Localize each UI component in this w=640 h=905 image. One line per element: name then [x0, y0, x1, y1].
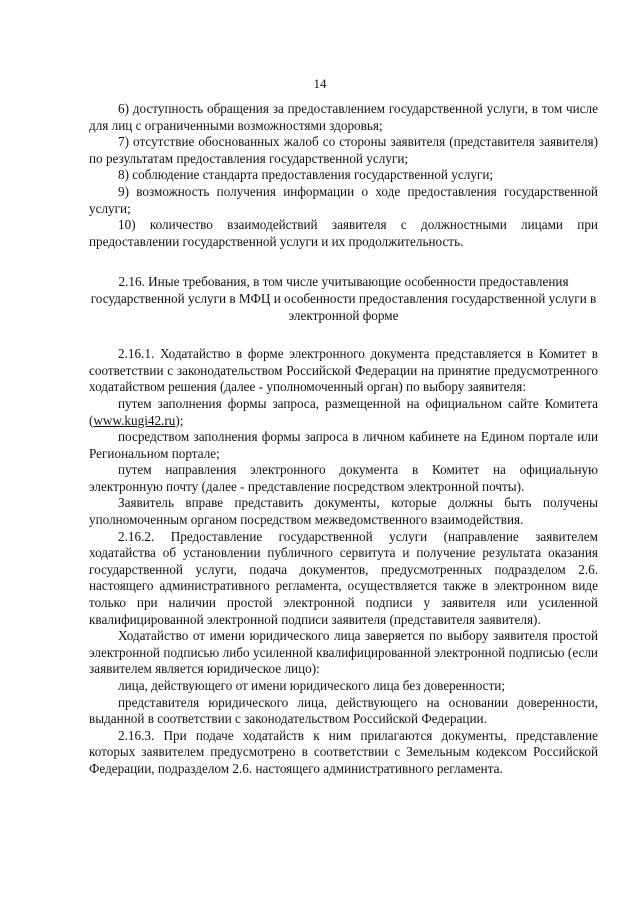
paragraph-2-16-2: 2.16.2. Предоставление государственной услуги (направление заявителем ходатайства об установлении публичного сервитута и получение результата оказания государственной услуги, подача документов, предусмотренных подразделом 2.6. настоящего административного регламента, осуществляется также в электронном виде только при наличии простой электронной подписи у заявителя или усиленной квалифицированной электронной подписи заявителя (представителя заявителя).	[89, 528, 598, 627]
paragraph-legal-entity: Ходатайство от имени юридического лица заверяется по выбору заявителя простой электронной подписью либо усиленной квалифицированной электронной подписью (если заявителем является юридическое лицо):	[89, 628, 598, 677]
criteria-item-7: 7) отсутствие обоснованных жалоб со стороны заявителя (представителя заявителя) по результатам предоставления государственной услуги;	[89, 134, 598, 166]
paragraph-applicant-right: Заявитель вправе представить документы, которые должны быть получены уполномоченным органом посредством межведомственного взаимодействия.	[89, 495, 598, 528]
criteria-item-9: 9) возможность получения информации о ходе предоставления государственной услуги;	[89, 183, 598, 216]
bullet-representative: представителя юридического лица, действующего на основании доверенности, выданной в соответствии с законодательством Российской Федерации.	[89, 694, 598, 727]
bullet-official-site-suffix: );	[175, 412, 184, 428]
bullet-person-without-poa: лица, действующего от имени юридического лица без доверенности;	[118, 678, 505, 693]
criteria-item-8: 8) соблюдение стандарта предоставления государственной услуги;	[118, 167, 494, 183]
bullet-official-site-prefix: путем заполнения формы запроса, размещенной на официальном сайте Комитета (	[89, 395, 598, 428]
section-heading: 2.16. Иные требования, в том числе учитывающие особенности предоставления государственной услуги в МФЦ и особенности предоставления государственной услуги в электронной форме	[90, 274, 597, 323]
criteria-item-10: 10) количество взаимодействий заявителя с должностными лицами при предоставлении государственной услуги и их продолжительность.	[89, 217, 598, 249]
paragraph-2-16-3: 2.16.3. При подаче ходатайств к ним прилагаются документы, представление которых заявителем предусмотрено в соответствии с Земельным кодексом Российской Федерации, подразделом 2.6. настоящего административного регламента.	[89, 727, 598, 776]
official-site-link[interactable]: www.kugi42.ru	[93, 412, 176, 428]
criteria-item-6: 6) доступность обращения за предоставлением государственной услуги, в том числе для лиц с ограниченными возможностями здоровья;	[89, 101, 598, 133]
bullet-unified-portal: посредством заполнения формы запроса в личном кабинете на Едином портале или Региональном портале;	[89, 429, 598, 461]
bullet-email: путем направления электронного документа в Комитет на официальную электронную почту (далее - представление посредством электронной почты).	[89, 462, 598, 494]
paragraph-2-16-1: 2.16.1. Ходатайство в форме электронного документа представляется в Комитет в соответствии с законодательством Российской Федерации на принятие предусмотренного ходатайством решения (далее - уполномоченный орган) по выбору заявителя:	[89, 346, 598, 395]
page-number: 14	[313, 76, 327, 91]
bullet-official-site	[89, 396, 598, 429]
section-heading-block	[89, 274, 598, 324]
page-content	[89, 101, 598, 778]
